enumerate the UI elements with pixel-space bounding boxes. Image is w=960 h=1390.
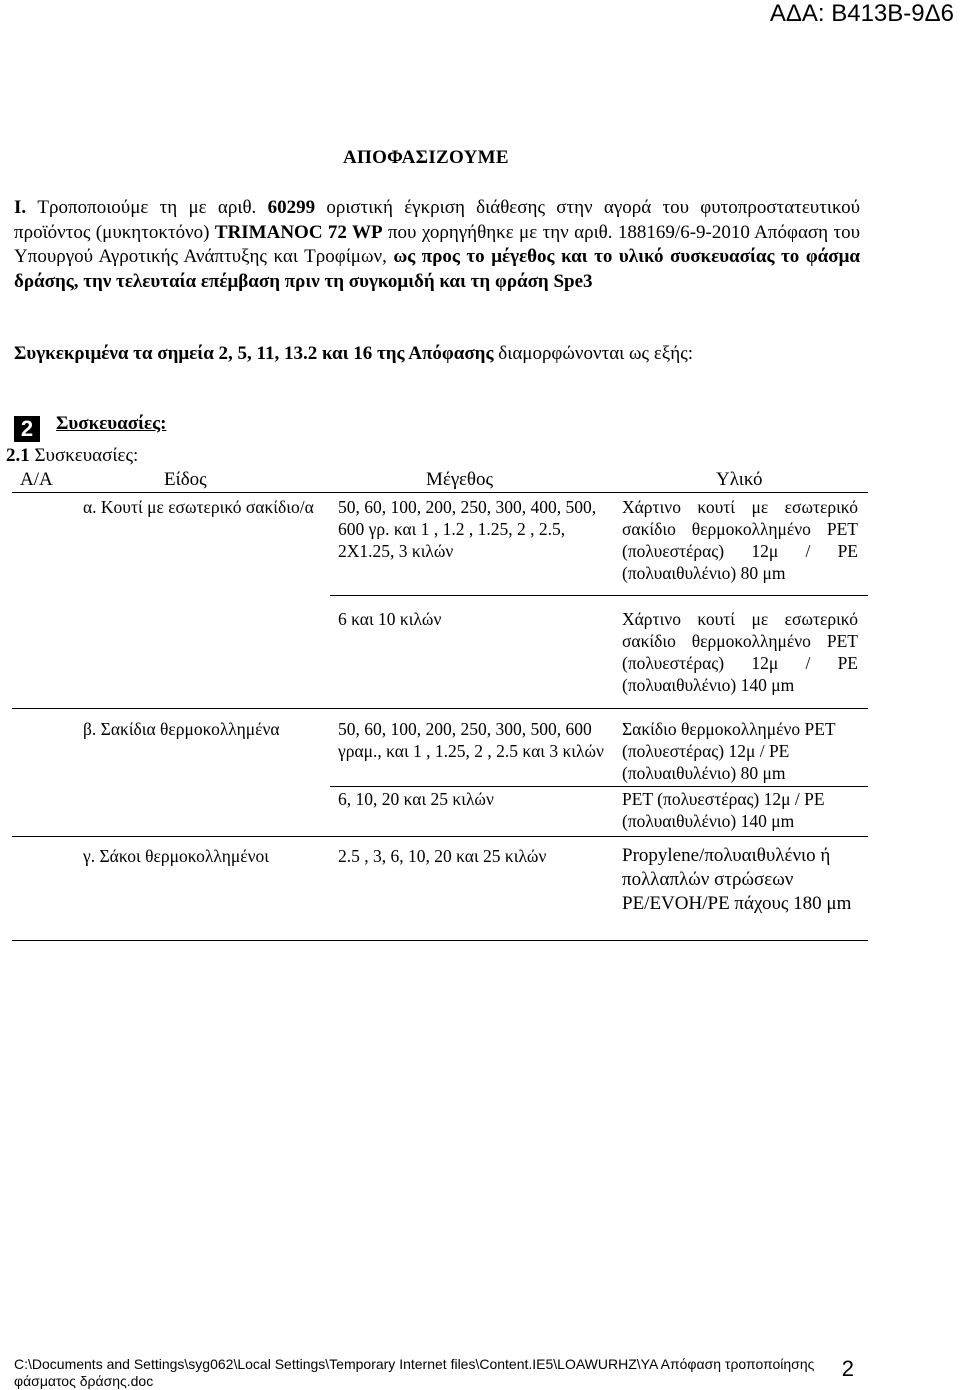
points-paragraph: [14, 342, 860, 367]
row-c-material1: Propylene/πολυαιθυλένιο ή πολλαπλών στρώσεων PE/EVOH/PE πάχους 180 μm: [622, 845, 852, 914]
row-b-size2: 6, 10, 20 και 25 κιλών: [338, 789, 494, 809]
para1-text-b: οριστική έγκριση διάθεσης στην αγορά του φυτοπροστατευτικού προϊόντος (μυκητοκτόνο): [14, 197, 861, 243]
col-header-kind: Είδος: [164, 469, 207, 490]
row-a-size1: 50, 60, 100, 200, 250, 300, 400, 500, 600 γρ. και 1 , 1.2 , 1.25, 2 , 2.5, 2Χ1.25, 3 κιλών: [338, 497, 597, 561]
decision-heading: ΑΠΟΦΑΣΙΖΟΥΜΕ: [343, 147, 509, 168]
para1-text-a: Τροποποιούμε τη με αριθ.: [26, 197, 268, 218]
col-header-size: Μέγεθος: [426, 469, 494, 490]
row-a-kind: α. Κουτί με εσωτερικό σακίδιο/α: [83, 497, 314, 517]
section-number-box: 2: [14, 416, 40, 442]
ada-code: ΑΔΑ: Β413Β-9Δ6: [769, 0, 954, 27]
product-name: TRIMANOC 72 WP: [214, 221, 383, 243]
col-header-aa: Α/Α: [20, 469, 53, 490]
row-b-material1: Σακίδιο θερμοκολλημένο PET (πολυεστέρας) 12μ / PE (πολυαιθυλένιο) 80 μm: [622, 719, 836, 783]
row-a-material1: Χάρτινο κουτί με εσωτερικό σακίδιο θερμοκολλημένο PET (πολυεστέρας) 12μ / PE (πολυαιθυλένιο) 80 μm: [622, 497, 858, 583]
section-title: Συσκευασίες:: [56, 413, 167, 434]
table-bottom-rule: [12, 940, 868, 941]
row-b-kind: β. Σακίδια θερμοκολλημένα: [83, 719, 280, 739]
subsection-number: 2.1: [6, 445, 30, 466]
amendment-paragraph: [14, 196, 860, 294]
subsection-title: [6, 445, 138, 467]
col-header-material: Υλικό: [716, 469, 763, 490]
page-number: 2: [841, 1356, 854, 1381]
para1-text-c: που χορηγήθηκε με την αριθ. 188169/6-9-2010 Απόφαση του Υπουργού Αγροτικής Ανάπτυξης και Τροφίμων,: [14, 221, 860, 267]
row-c-kind: γ. Σάκοι θερμοκολλημένοι: [83, 846, 269, 866]
row-a-rule: [12, 708, 868, 709]
file-path-footer: C:\Documents and Settings\syg062\Local Settings\Temporary Internet files\Content.IE5\LOAWURHZ\ΥΑ Απόφαση τροποποίησης φάσματος δράσης.doc: [14, 1356, 815, 1389]
row-b-rule: [12, 836, 868, 837]
row-b-material2: PET (πολυεστέρας) 12μ / PE (πολυαιθυλένιο) 140 μm: [622, 789, 825, 831]
roman-numeral: I.: [14, 197, 27, 218]
row-b-size1: 50, 60, 100, 200, 250, 300, 500, 600 γραμ., και 1 , 1.25, 2 , 2.5 και 3 κιλών: [338, 719, 604, 761]
points-bold: Συγκεκριμένα τα σημεία 2, 5, 11, 13.2 και 16 της Απόφασης: [14, 343, 494, 364]
header-rule: [12, 492, 868, 493]
row-a-size2: 6 και 10 κιλών: [338, 609, 442, 629]
amendment-scope: ως προς το μέγεθος και το υλικό συσκευασίας το φάσμα δράσης, την τελευταία επέμβαση πριν τη συγκομιδή και τη φράση Spe3: [14, 246, 860, 292]
row-b-inner-rule: [330, 786, 868, 787]
points-rest: διαμορφώνονται ως εξής:: [493, 343, 694, 364]
row-a-material2: Χάρτινο κουτί με εσωτερικό σακίδιο θερμοκολλημένο PET (πολυεστέρας) 12μ / PE (πολυαιθυλένιο) 140 μm: [622, 609, 858, 695]
subsection-label: Συσκευασίες:: [29, 445, 139, 466]
row-a-inner-rule: [330, 595, 868, 596]
row-c-size1: 2.5 , 3, 6, 10, 20 και 25 κιλών: [338, 846, 547, 866]
approval-number: 60299: [267, 197, 316, 218]
